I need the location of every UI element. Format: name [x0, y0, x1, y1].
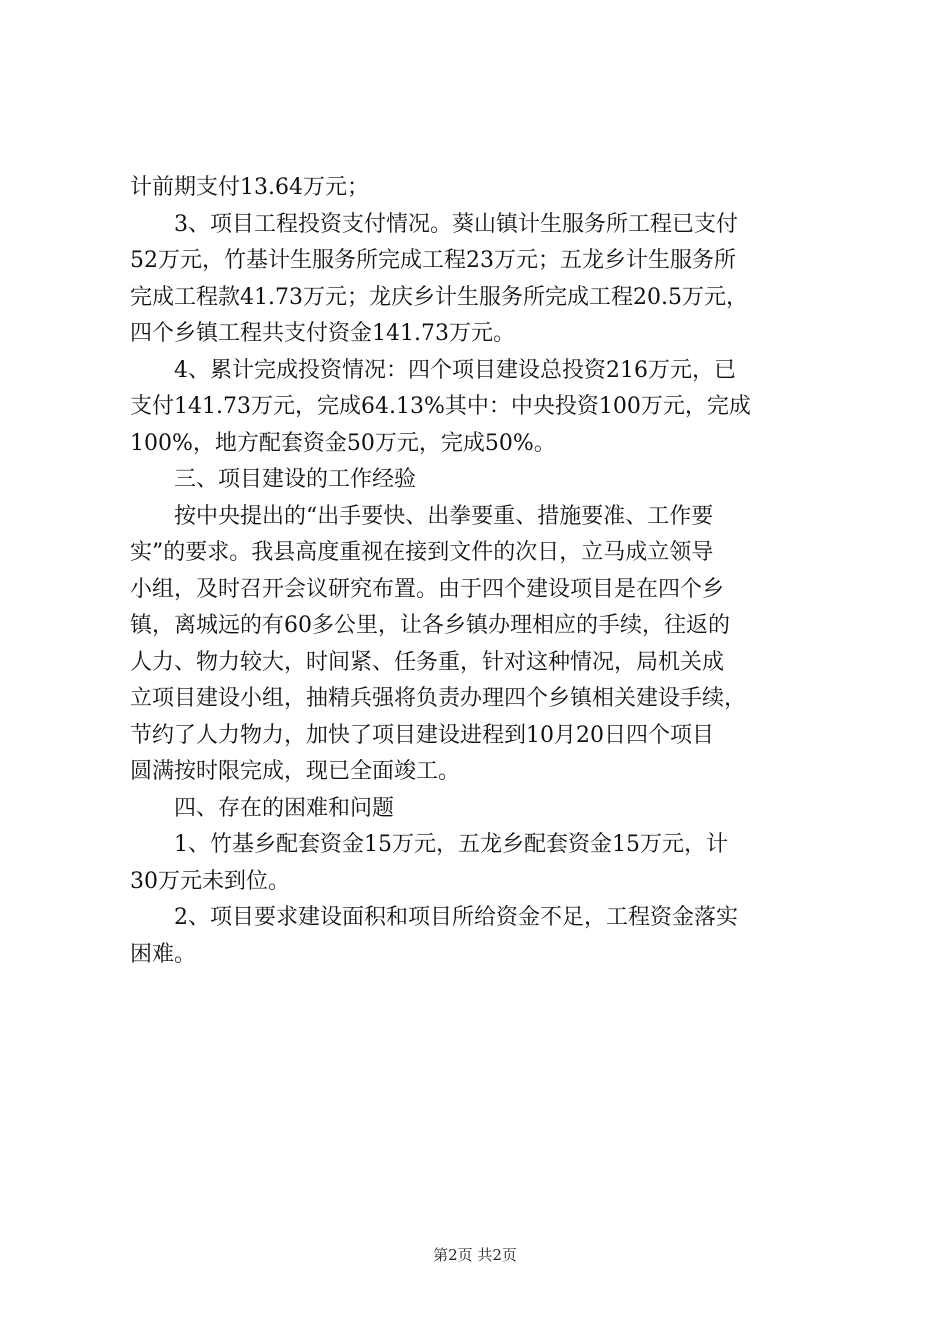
text-line-12: 小组，及时召开会议研究布置。由于四个建设项目是在四个乡	[130, 576, 725, 602]
text-line-13: 镇，离城远的有60多公里，让各乡镇办理相应的手续，往返的	[130, 613, 730, 638]
text-line-5: 四个乡镇工程共支付资金141.73万元。	[130, 321, 515, 346]
document-body	[130, 170, 840, 973]
text-line-19: 1、竹基乡配套资金15万元，五龙乡配套资金15万元，计	[174, 832, 728, 857]
text-line-20: 30万元未到位。	[130, 868, 290, 894]
text-line-16: 节约了人力物力，加快了项目建设进程到10月20日四个项目	[130, 722, 714, 748]
text-line-8: 100%，地方配套资金50万元，完成50%。	[130, 430, 556, 456]
text-line-22: 困难。	[130, 941, 197, 967]
page-number-label: 第2页 共2页	[433, 1246, 517, 1264]
page-footer	[0, 1243, 950, 1267]
section-heading-4: 四、存在的困难和问题	[174, 795, 395, 821]
section-heading-3: 三、项目建设的工作经验	[174, 467, 417, 492]
text-line-7: 支付141.73万元，完成64.13%其中：中央投资100万元，完成	[130, 394, 751, 419]
text-line-10: 按中央提出的“出手要快、出拳要重、措施要准、工作要	[174, 503, 714, 529]
text-line-6: 4、累计完成投资情况：四个项目建设总投资216万元，已	[174, 357, 736, 383]
text-line-15: 立项目建设小组，抽精兵强将负责办理四个乡镇相关建设手续，	[130, 686, 747, 711]
text-line-11: 实”的要求。我县高度重视在接到文件的次日，立马成立领导	[130, 540, 714, 565]
text-line-21: 2、项目要求建设面积和项目所给资金不足，工程资金落实	[174, 905, 738, 930]
text-line-3: 52万元，竹基计生服务所完成工程23万元；五龙乡计生服务所	[130, 248, 736, 273]
text-line-17: 圆满按时限完成，现已全面竣工。	[130, 759, 461, 784]
text-line-2: 3、项目工程投资支付情况。葵山镇计生服务所工程已支付	[174, 211, 738, 237]
text-line-4: 完成工程款41.73万元；龙庆乡计生服务所完成工程20.5万元，	[130, 284, 748, 310]
text-line-14: 人力、物力较大，时间紧、任务重，针对这种情况，局机关成	[130, 649, 725, 675]
text-line-1: 计前期支付13.64万元；	[130, 175, 369, 200]
